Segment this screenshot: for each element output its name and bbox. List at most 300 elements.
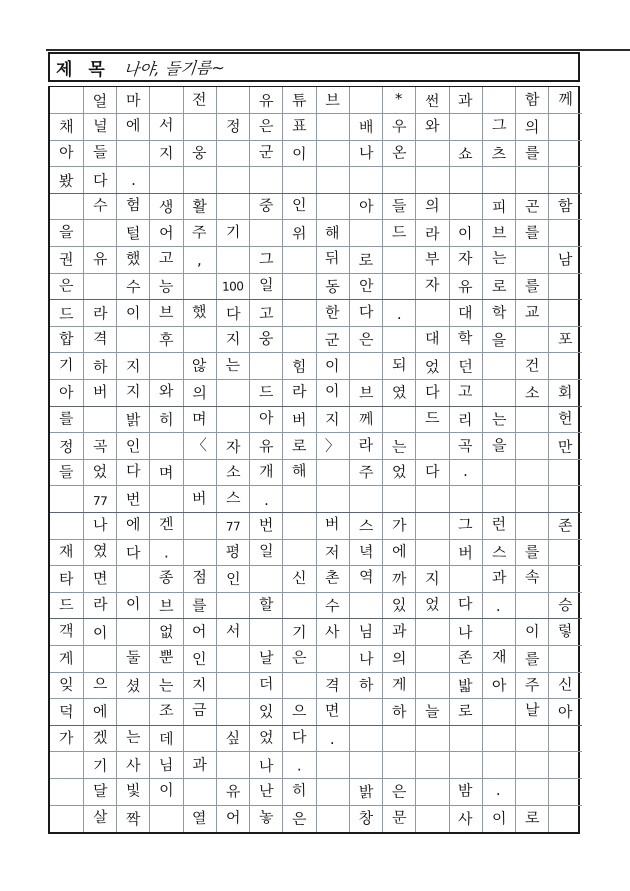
manuscript-cell[interactable]: 면 <box>83 566 116 593</box>
manuscript-cell[interactable] <box>216 645 249 672</box>
manuscript-cell[interactable] <box>549 167 582 194</box>
manuscript-cell[interactable] <box>416 433 449 460</box>
manuscript-cell[interactable]: 아 <box>549 699 582 726</box>
manuscript-cell[interactable] <box>283 273 316 300</box>
manuscript-cell[interactable]: 버 <box>183 486 216 513</box>
manuscript-cell[interactable]: 〈 <box>183 433 216 460</box>
manuscript-cell[interactable] <box>216 592 249 619</box>
manuscript-cell[interactable] <box>349 486 382 513</box>
manuscript-cell[interactable]: 녁 <box>349 539 382 566</box>
manuscript-cell[interactable]: 들 <box>50 459 83 486</box>
manuscript-cell[interactable] <box>416 486 449 513</box>
manuscript-cell[interactable]: 며 <box>183 406 216 433</box>
manuscript-cell[interactable]: 다 <box>349 300 382 327</box>
manuscript-cell[interactable]: 함 <box>516 87 549 114</box>
manuscript-cell[interactable]: 정 <box>50 433 83 460</box>
manuscript-cell[interactable]: 교 <box>516 300 549 327</box>
manuscript-cell[interactable] <box>416 805 449 832</box>
manuscript-cell[interactable]: 고 <box>250 300 283 327</box>
manuscript-cell[interactable]: 로 <box>516 805 549 832</box>
manuscript-cell[interactable]: 되 <box>383 353 416 380</box>
manuscript-cell[interactable] <box>183 326 216 353</box>
manuscript-cell[interactable] <box>283 513 316 540</box>
manuscript-cell[interactable]: 고 <box>449 380 482 407</box>
manuscript-cell[interactable]: 렇 <box>549 619 582 646</box>
title-handwritten-value[interactable]: 나야, 들기름~ <box>122 57 226 79</box>
manuscript-cell[interactable]: 며 <box>150 459 183 486</box>
manuscript-cell[interactable] <box>250 566 283 593</box>
manuscript-cell[interactable]: 아 <box>50 380 83 407</box>
manuscript-cell[interactable]: 인 <box>117 433 150 460</box>
manuscript-cell[interactable] <box>183 513 216 540</box>
manuscript-cell[interactable]: 의 <box>183 380 216 407</box>
manuscript-cell[interactable]: 과 <box>183 752 216 779</box>
manuscript-cell[interactable]: 그 <box>449 513 482 540</box>
manuscript-cell[interactable]: 드 <box>416 406 449 433</box>
manuscript-cell[interactable] <box>416 300 449 327</box>
manuscript-cell[interactable] <box>482 486 515 513</box>
manuscript-cell[interactable]: 포 <box>549 326 582 353</box>
manuscript-cell[interactable]: 능 <box>150 273 183 300</box>
manuscript-cell[interactable]: 가 <box>383 513 416 540</box>
manuscript-cell[interactable] <box>383 752 416 779</box>
manuscript-cell[interactable]: 드 <box>383 220 416 247</box>
manuscript-cell[interactable] <box>482 353 515 380</box>
manuscript-cell[interactable]: 은 <box>349 326 382 353</box>
manuscript-cell[interactable]: 남 <box>549 247 582 274</box>
manuscript-cell[interactable]: 은 <box>283 805 316 832</box>
manuscript-cell[interactable]: 드 <box>50 300 83 327</box>
manuscript-cell[interactable] <box>349 699 382 726</box>
manuscript-cell[interactable]: 을 <box>50 220 83 247</box>
manuscript-cell[interactable]: 는 <box>482 247 515 274</box>
manuscript-cell[interactable] <box>117 566 150 593</box>
manuscript-cell[interactable] <box>216 380 249 407</box>
manuscript-cell[interactable]: 의 <box>416 193 449 220</box>
manuscript-cell[interactable] <box>516 247 549 274</box>
manuscript-cell[interactable] <box>216 247 249 274</box>
manuscript-cell[interactable]: 은 <box>383 778 416 805</box>
manuscript-cell[interactable]: 피 <box>482 193 515 220</box>
manuscript-cell[interactable]: 었 <box>83 459 116 486</box>
manuscript-cell[interactable] <box>549 114 582 141</box>
manuscript-cell[interactable] <box>482 699 515 726</box>
manuscript-cell[interactable]: 츠 <box>482 140 515 167</box>
manuscript-cell[interactable] <box>316 459 349 486</box>
manuscript-cell[interactable]: 수 <box>83 193 116 220</box>
manuscript-cell[interactable]: 와 <box>416 114 449 141</box>
manuscript-cell[interactable] <box>349 220 382 247</box>
manuscript-cell[interactable]: 였 <box>83 539 116 566</box>
manuscript-cell[interactable] <box>549 140 582 167</box>
manuscript-cell[interactable]: 로 <box>482 273 515 300</box>
manuscript-cell[interactable]: 라 <box>349 433 382 460</box>
manuscript-cell[interactable]: 살 <box>83 805 116 832</box>
manuscript-cell[interactable] <box>183 273 216 300</box>
manuscript-cell[interactable] <box>83 273 116 300</box>
manuscript-cell[interactable] <box>216 167 249 194</box>
manuscript-cell[interactable]: 정 <box>216 114 249 141</box>
manuscript-cell[interactable]: 있 <box>250 699 283 726</box>
manuscript-cell[interactable] <box>516 433 549 460</box>
manuscript-cell[interactable]: 창 <box>349 805 382 832</box>
manuscript-cell[interactable]: 지 <box>316 406 349 433</box>
manuscript-cell[interactable]: 지 <box>117 380 150 407</box>
manuscript-cell[interactable]: 게 <box>383 672 416 699</box>
manuscript-cell[interactable] <box>482 459 515 486</box>
manuscript-cell[interactable]: 유 <box>83 247 116 274</box>
manuscript-cell[interactable]: 라 <box>283 380 316 407</box>
manuscript-cell[interactable]: 는 <box>482 406 515 433</box>
manuscript-cell[interactable]: 곡 <box>449 433 482 460</box>
manuscript-cell[interactable]: 겐 <box>150 513 183 540</box>
manuscript-cell[interactable]: 를 <box>516 220 549 247</box>
manuscript-cell[interactable]: 지 <box>117 353 150 380</box>
manuscript-cell[interactable]: 으 <box>283 699 316 726</box>
manuscript-cell[interactable]: 해 <box>316 220 349 247</box>
manuscript-cell[interactable]: 기 <box>50 353 83 380</box>
manuscript-cell[interactable]: 기 <box>83 752 116 779</box>
manuscript-cell[interactable] <box>383 273 416 300</box>
manuscript-cell[interactable] <box>117 140 150 167</box>
manuscript-cell[interactable]: 은 <box>50 273 83 300</box>
manuscript-cell[interactable]: 할 <box>250 592 283 619</box>
manuscript-cell[interactable]: 스 <box>349 513 382 540</box>
manuscript-cell[interactable] <box>283 539 316 566</box>
manuscript-cell[interactable]: 표 <box>283 114 316 141</box>
manuscript-cell[interactable] <box>250 220 283 247</box>
manuscript-cell[interactable]: 다 <box>216 300 249 327</box>
manuscript-cell[interactable]: 과 <box>383 619 416 646</box>
manuscript-cell[interactable]: 는 <box>117 725 150 752</box>
manuscript-cell[interactable] <box>416 725 449 752</box>
manuscript-cell[interactable]: 이 <box>117 592 150 619</box>
manuscript-cell[interactable]: 썬 <box>416 87 449 114</box>
manuscript-cell[interactable]: 를 <box>516 273 549 300</box>
manuscript-cell[interactable]: 리 <box>449 406 482 433</box>
manuscript-cell[interactable]: 이 <box>449 220 482 247</box>
manuscript-cell[interactable]: 아 <box>349 193 382 220</box>
manuscript-cell[interactable]: 튜 <box>283 87 316 114</box>
manuscript-cell[interactable]: 께 <box>549 87 582 114</box>
manuscript-cell[interactable]: 었 <box>416 353 449 380</box>
manuscript-cell[interactable]: 털 <box>117 220 150 247</box>
manuscript-cell[interactable] <box>416 539 449 566</box>
manuscript-cell[interactable]: 군 <box>250 140 283 167</box>
manuscript-cell[interactable]: 부 <box>416 247 449 274</box>
manuscript-cell[interactable]: 〉 <box>316 433 349 460</box>
manuscript-cell[interactable]: 다 <box>117 539 150 566</box>
manuscript-cell[interactable]: 군 <box>316 326 349 353</box>
manuscript-cell[interactable]: 를 <box>50 406 83 433</box>
manuscript-cell[interactable] <box>449 114 482 141</box>
manuscript-cell[interactable] <box>216 140 249 167</box>
manuscript-cell[interactable] <box>250 619 283 646</box>
manuscript-cell[interactable]: 승 <box>549 592 582 619</box>
manuscript-cell[interactable]: 힘 <box>283 353 316 380</box>
manuscript-cell[interactable]: 이 <box>316 380 349 407</box>
manuscript-cell[interactable]: 전 <box>183 87 216 114</box>
manuscript-cell[interactable] <box>482 725 515 752</box>
manuscript-cell[interactable]: 런 <box>482 513 515 540</box>
manuscript-cell[interactable]: 과 <box>482 566 515 593</box>
manuscript-cell[interactable]: 나 <box>83 513 116 540</box>
manuscript-cell[interactable]: 이 <box>283 140 316 167</box>
manuscript-cell[interactable]: 합 <box>50 326 83 353</box>
manuscript-cell[interactable]: 학 <box>449 326 482 353</box>
manuscript-cell[interactable] <box>83 220 116 247</box>
manuscript-cell[interactable]: 드 <box>250 380 283 407</box>
manuscript-cell[interactable]: 었 <box>383 459 416 486</box>
manuscript-cell[interactable] <box>83 645 116 672</box>
manuscript-cell[interactable]: 다 <box>283 725 316 752</box>
manuscript-cell[interactable]: 스 <box>482 539 515 566</box>
manuscript-cell[interactable]: 해 <box>283 459 316 486</box>
manuscript-cell[interactable]: 대 <box>449 300 482 327</box>
manuscript-cell[interactable]: 대 <box>416 326 449 353</box>
manuscript-cell[interactable] <box>516 167 549 194</box>
manuscript-cell[interactable]: 온 <box>383 140 416 167</box>
manuscript-cell[interactable]: . <box>250 486 283 513</box>
manuscript-cell[interactable]: 한 <box>316 300 349 327</box>
manuscript-cell[interactable] <box>150 167 183 194</box>
manuscript-cell[interactable] <box>449 752 482 779</box>
manuscript-cell[interactable]: 빛 <box>117 778 150 805</box>
manuscript-cell[interactable]: 했 <box>117 247 150 274</box>
manuscript-cell[interactable]: 가 <box>50 725 83 752</box>
manuscript-cell[interactable]: 건 <box>516 353 549 380</box>
manuscript-cell[interactable]: 게 <box>50 645 83 672</box>
manuscript-cell[interactable] <box>117 326 150 353</box>
manuscript-cell[interactable] <box>516 592 549 619</box>
manuscript-cell[interactable]: 데 <box>150 725 183 752</box>
manuscript-cell[interactable]: 로 <box>283 433 316 460</box>
manuscript-cell[interactable] <box>549 752 582 779</box>
manuscript-cell[interactable] <box>416 619 449 646</box>
manuscript-cell[interactable]: 함 <box>549 193 582 220</box>
manuscript-cell[interactable]: 하 <box>83 353 116 380</box>
manuscript-cell[interactable]: 77 <box>216 513 249 540</box>
manuscript-cell[interactable]: 은 <box>283 645 316 672</box>
manuscript-cell[interactable]: 나 <box>449 619 482 646</box>
manuscript-cell[interactable]: 서 <box>150 114 183 141</box>
manuscript-cell[interactable] <box>117 699 150 726</box>
manuscript-cell[interactable] <box>516 778 549 805</box>
manuscript-cell[interactable]: 곤 <box>516 193 549 220</box>
manuscript-cell[interactable] <box>549 300 582 327</box>
manuscript-cell[interactable]: 다 <box>416 459 449 486</box>
manuscript-cell[interactable] <box>50 193 83 220</box>
manuscript-cell[interactable]: 지 <box>183 672 216 699</box>
manuscript-cell[interactable] <box>383 247 416 274</box>
manuscript-cell[interactable]: 에 <box>83 699 116 726</box>
manuscript-cell[interactable]: 님 <box>150 752 183 779</box>
manuscript-cell[interactable]: 로 <box>449 699 482 726</box>
manuscript-cell[interactable]: 놓 <box>250 805 283 832</box>
manuscript-cell[interactable]: 종 <box>150 566 183 593</box>
manuscript-cell[interactable]: 열 <box>183 805 216 832</box>
manuscript-cell[interactable] <box>516 326 549 353</box>
manuscript-cell[interactable] <box>216 406 249 433</box>
manuscript-cell[interactable]: 은 <box>250 114 283 141</box>
manuscript-cell[interactable]: 히 <box>283 778 316 805</box>
manuscript-cell[interactable]: 널 <box>83 114 116 141</box>
manuscript-cell[interactable]: 주 <box>516 672 549 699</box>
manuscript-cell[interactable]: 아 <box>50 140 83 167</box>
manuscript-cell[interactable] <box>216 193 249 220</box>
manuscript-cell[interactable]: 후 <box>150 326 183 353</box>
manuscript-cell[interactable]: 아 <box>250 406 283 433</box>
manuscript-cell[interactable] <box>50 752 83 779</box>
manuscript-cell[interactable]: 난 <box>250 778 283 805</box>
manuscript-cell[interactable]: . <box>117 167 150 194</box>
manuscript-cell[interactable] <box>416 513 449 540</box>
manuscript-cell[interactable]: 라 <box>83 300 116 327</box>
manuscript-cell[interactable] <box>449 193 482 220</box>
manuscript-cell[interactable]: 개 <box>250 459 283 486</box>
manuscript-cell[interactable]: 서 <box>216 619 249 646</box>
manuscript-cell[interactable]: 자 <box>449 247 482 274</box>
manuscript-cell[interactable]: 만 <box>549 433 582 460</box>
manuscript-cell[interactable]: 신 <box>549 672 582 699</box>
manuscript-cell[interactable] <box>50 486 83 513</box>
manuscript-cell[interactable]: 이 <box>83 619 116 646</box>
manuscript-cell[interactable]: 둘 <box>117 645 150 672</box>
manuscript-cell[interactable]: 다 <box>416 380 449 407</box>
manuscript-cell[interactable]: 안 <box>349 273 382 300</box>
manuscript-cell[interactable]: . <box>383 300 416 327</box>
manuscript-cell[interactable] <box>316 752 349 779</box>
manuscript-cell[interactable] <box>216 672 249 699</box>
manuscript-cell[interactable] <box>349 592 382 619</box>
manuscript-cell[interactable]: 던 <box>449 353 482 380</box>
manuscript-cell[interactable] <box>349 353 382 380</box>
manuscript-cell[interactable] <box>383 725 416 752</box>
manuscript-cell[interactable]: 쇼 <box>449 140 482 167</box>
manuscript-cell[interactable]: 겠 <box>83 725 116 752</box>
manuscript-cell[interactable] <box>150 486 183 513</box>
manuscript-cell[interactable] <box>283 167 316 194</box>
manuscript-cell[interactable] <box>216 87 249 114</box>
manuscript-cell[interactable] <box>316 114 349 141</box>
manuscript-cell[interactable]: 지 <box>150 140 183 167</box>
manuscript-cell[interactable]: 수 <box>117 273 150 300</box>
manuscript-cell[interactable]: 밝 <box>349 778 382 805</box>
manuscript-cell[interactable]: 번 <box>250 513 283 540</box>
manuscript-cell[interactable]: 신 <box>283 566 316 593</box>
manuscript-cell[interactable]: 고 <box>150 247 183 274</box>
manuscript-cell[interactable]: 으 <box>83 672 116 699</box>
manuscript-cell[interactable] <box>216 752 249 779</box>
manuscript-cell[interactable]: 의 <box>383 645 416 672</box>
manuscript-cell[interactable] <box>183 167 216 194</box>
manuscript-cell[interactable]: * <box>383 87 416 114</box>
manuscript-cell[interactable] <box>416 752 449 779</box>
manuscript-cell[interactable] <box>516 752 549 779</box>
manuscript-cell[interactable]: 들 <box>83 140 116 167</box>
manuscript-cell[interactable]: 지 <box>416 566 449 593</box>
manuscript-cell[interactable] <box>250 167 283 194</box>
manuscript-cell[interactable] <box>482 87 515 114</box>
manuscript-cell[interactable] <box>349 167 382 194</box>
manuscript-cell[interactable] <box>383 167 416 194</box>
manuscript-cell[interactable]: 스 <box>216 486 249 513</box>
manuscript-cell[interactable] <box>416 140 449 167</box>
manuscript-cell[interactable]: 활 <box>183 193 216 220</box>
manuscript-cell[interactable] <box>549 459 582 486</box>
manuscript-cell[interactable]: 인 <box>283 193 316 220</box>
manuscript-cell[interactable]: 버 <box>449 539 482 566</box>
manuscript-cell[interactable]: 브 <box>316 87 349 114</box>
manuscript-cell[interactable] <box>482 380 515 407</box>
manuscript-cell[interactable]: 격 <box>83 326 116 353</box>
manuscript-cell[interactable] <box>316 805 349 832</box>
manuscript-cell[interactable] <box>349 87 382 114</box>
manuscript-cell[interactable]: 점 <box>183 566 216 593</box>
manuscript-cell[interactable]: 헌 <box>549 406 582 433</box>
manuscript-cell[interactable] <box>283 672 316 699</box>
manuscript-cell[interactable] <box>50 87 83 114</box>
manuscript-cell[interactable]: 에 <box>117 513 150 540</box>
manuscript-cell[interactable]: 어 <box>150 220 183 247</box>
manuscript-cell[interactable]: 밟 <box>449 672 482 699</box>
manuscript-cell[interactable]: 나 <box>349 645 382 672</box>
manuscript-cell[interactable]: 짝 <box>117 805 150 832</box>
manuscript-cell[interactable] <box>316 140 349 167</box>
manuscript-cell[interactable]: 위 <box>283 220 316 247</box>
manuscript-cell[interactable]: 나 <box>349 140 382 167</box>
manuscript-cell[interactable]: 속 <box>516 566 549 593</box>
manuscript-cell[interactable]: 에 <box>383 539 416 566</box>
manuscript-cell[interactable]: 의 <box>516 114 549 141</box>
manuscript-cell[interactable] <box>283 486 316 513</box>
manuscript-cell[interactable] <box>482 752 515 779</box>
manuscript-cell[interactable]: 기 <box>216 220 249 247</box>
manuscript-cell[interactable]: 일 <box>250 273 283 300</box>
manuscript-cell[interactable] <box>316 645 349 672</box>
manuscript-cell[interactable]: 브 <box>482 220 515 247</box>
manuscript-cell[interactable] <box>449 167 482 194</box>
manuscript-cell[interactable]: 달 <box>83 778 116 805</box>
manuscript-cell[interactable] <box>549 645 582 672</box>
manuscript-cell[interactable]: 자 <box>416 273 449 300</box>
manuscript-cell[interactable]: 님 <box>349 619 382 646</box>
manuscript-cell[interactable]: 다 <box>449 592 482 619</box>
manuscript-cell[interactable]: 일 <box>250 539 283 566</box>
manuscript-cell[interactable]: 이 <box>117 300 150 327</box>
manuscript-cell[interactable]: 까 <box>383 566 416 593</box>
manuscript-cell[interactable] <box>283 300 316 327</box>
manuscript-cell[interactable] <box>83 406 116 433</box>
manuscript-cell[interactable] <box>316 167 349 194</box>
manuscript-cell[interactable]: 사 <box>449 805 482 832</box>
manuscript-cell[interactable]: 는 <box>383 433 416 460</box>
manuscript-cell[interactable]: 을 <box>482 433 515 460</box>
manuscript-cell[interactable]: 를 <box>516 645 549 672</box>
manuscript-cell[interactable]: 않 <box>183 353 216 380</box>
manuscript-cell[interactable]: 다 <box>83 167 116 194</box>
manuscript-cell[interactable] <box>283 592 316 619</box>
manuscript-cell[interactable]: 에 <box>117 114 150 141</box>
manuscript-cell[interactable]: , <box>183 247 216 274</box>
manuscript-cell[interactable]: 번 <box>117 486 150 513</box>
manuscript-cell[interactable]: 배 <box>349 114 382 141</box>
manuscript-cell[interactable]: 면 <box>316 699 349 726</box>
manuscript-cell[interactable]: 브 <box>349 380 382 407</box>
manuscript-cell[interactable]: 라 <box>83 592 116 619</box>
manuscript-cell[interactable]: 유 <box>250 433 283 460</box>
manuscript-cell[interactable]: 했 <box>183 300 216 327</box>
